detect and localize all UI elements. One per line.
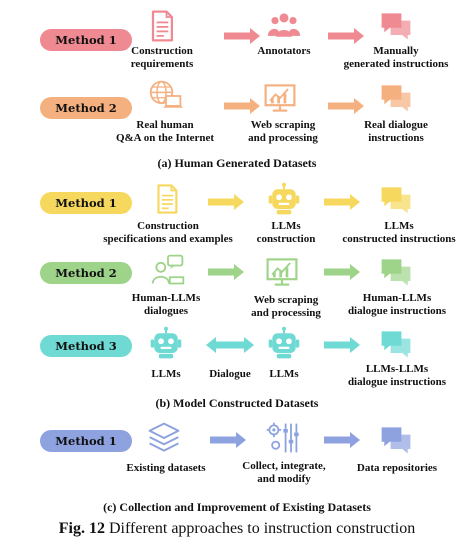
- step-label: Real human Q&A on the Internet: [115, 119, 215, 144]
- step-label: Manually generated instructions: [343, 45, 449, 70]
- globe-laptop-icon: [146, 78, 186, 114]
- monitor-chart-icon: [262, 80, 298, 116]
- chat-bubbles-icon: [378, 326, 414, 362]
- step-label: Construction requirements: [130, 45, 194, 70]
- step-label: Data repositories: [356, 462, 438, 474]
- arrow-right-icon: [328, 28, 364, 44]
- arrow-right-icon: [208, 194, 244, 210]
- step-label: LLMs-LLMs dialogue instructions: [347, 363, 447, 388]
- step-label: Collect, integrate, and modify: [242, 460, 326, 485]
- robot-icon: [266, 326, 302, 362]
- step-label: LLMs: [151, 368, 181, 380]
- step-label: Real dialogue instructions: [364, 119, 428, 144]
- method-1-badge-a: Method 1: [40, 29, 132, 51]
- robot-icon: [148, 326, 184, 362]
- figure-caption-text: Different approaches to instruction construction: [108, 520, 416, 537]
- section-a-caption: (a) Human Generated Datasets: [157, 156, 317, 170]
- step-label: Existing datasets: [126, 462, 206, 474]
- arrow-right-icon: [224, 98, 260, 114]
- figure-number: Fig. 12: [58, 520, 105, 537]
- step-label: LLMs: [269, 368, 299, 380]
- gear-sliders-icon: [264, 420, 300, 456]
- arrow-both-icon: [206, 337, 254, 353]
- arrow-right-icon: [324, 264, 360, 280]
- figure-caption: [0, 520, 474, 538]
- step-label: Construction specifications and examples: [103, 220, 233, 245]
- step-label: Annotators: [257, 45, 311, 57]
- monitor-chart-icon: [264, 254, 300, 290]
- arrow-right-icon: [328, 98, 364, 114]
- method-1-badge-c: Method 1: [40, 430, 132, 452]
- section-c-caption: (c) Collection and Improvement of Existing Datasets: [103, 500, 371, 514]
- layers-icon: [146, 420, 182, 456]
- person-chat-icon: [150, 252, 186, 288]
- document-icon: [144, 8, 180, 44]
- arrow-right-icon: [324, 337, 360, 353]
- arrow-right-icon: [324, 194, 360, 210]
- section-b-caption: (b) Model Constructed Datasets: [155, 396, 319, 410]
- chat-bubbles-icon: [378, 8, 414, 44]
- step-label: Web scraping and processing: [248, 119, 318, 144]
- step-label: Human-LLMs dialogues: [131, 292, 201, 317]
- arrow-right-icon: [224, 28, 260, 44]
- people-icon: [264, 8, 304, 44]
- chat-bubbles-icon: [378, 422, 414, 458]
- step-label: LLMs construction: [256, 220, 316, 245]
- arrow-right-icon: [324, 432, 360, 448]
- chat-bubbles-icon: [378, 182, 414, 218]
- method-2-badge-b: Method 2: [40, 262, 132, 284]
- step-label: LLMs constructed instructions: [342, 220, 456, 245]
- robot-icon: [266, 182, 302, 218]
- method-3-badge-b: Method 3: [40, 335, 132, 357]
- chat-bubbles-icon: [378, 80, 414, 116]
- method-1-badge-b: Method 1: [40, 192, 132, 214]
- step-label: Web scraping and processing: [251, 294, 321, 319]
- method-2-badge-a: Method 2: [40, 97, 132, 119]
- chat-bubbles-icon: [378, 254, 414, 290]
- document-icon: [150, 182, 184, 216]
- arrow-right-icon: [210, 432, 246, 448]
- step-label: Human-LLMs dialogue instructions: [347, 292, 447, 317]
- arrow-label: Dialogue: [209, 368, 251, 380]
- arrow-right-icon: [208, 264, 244, 280]
